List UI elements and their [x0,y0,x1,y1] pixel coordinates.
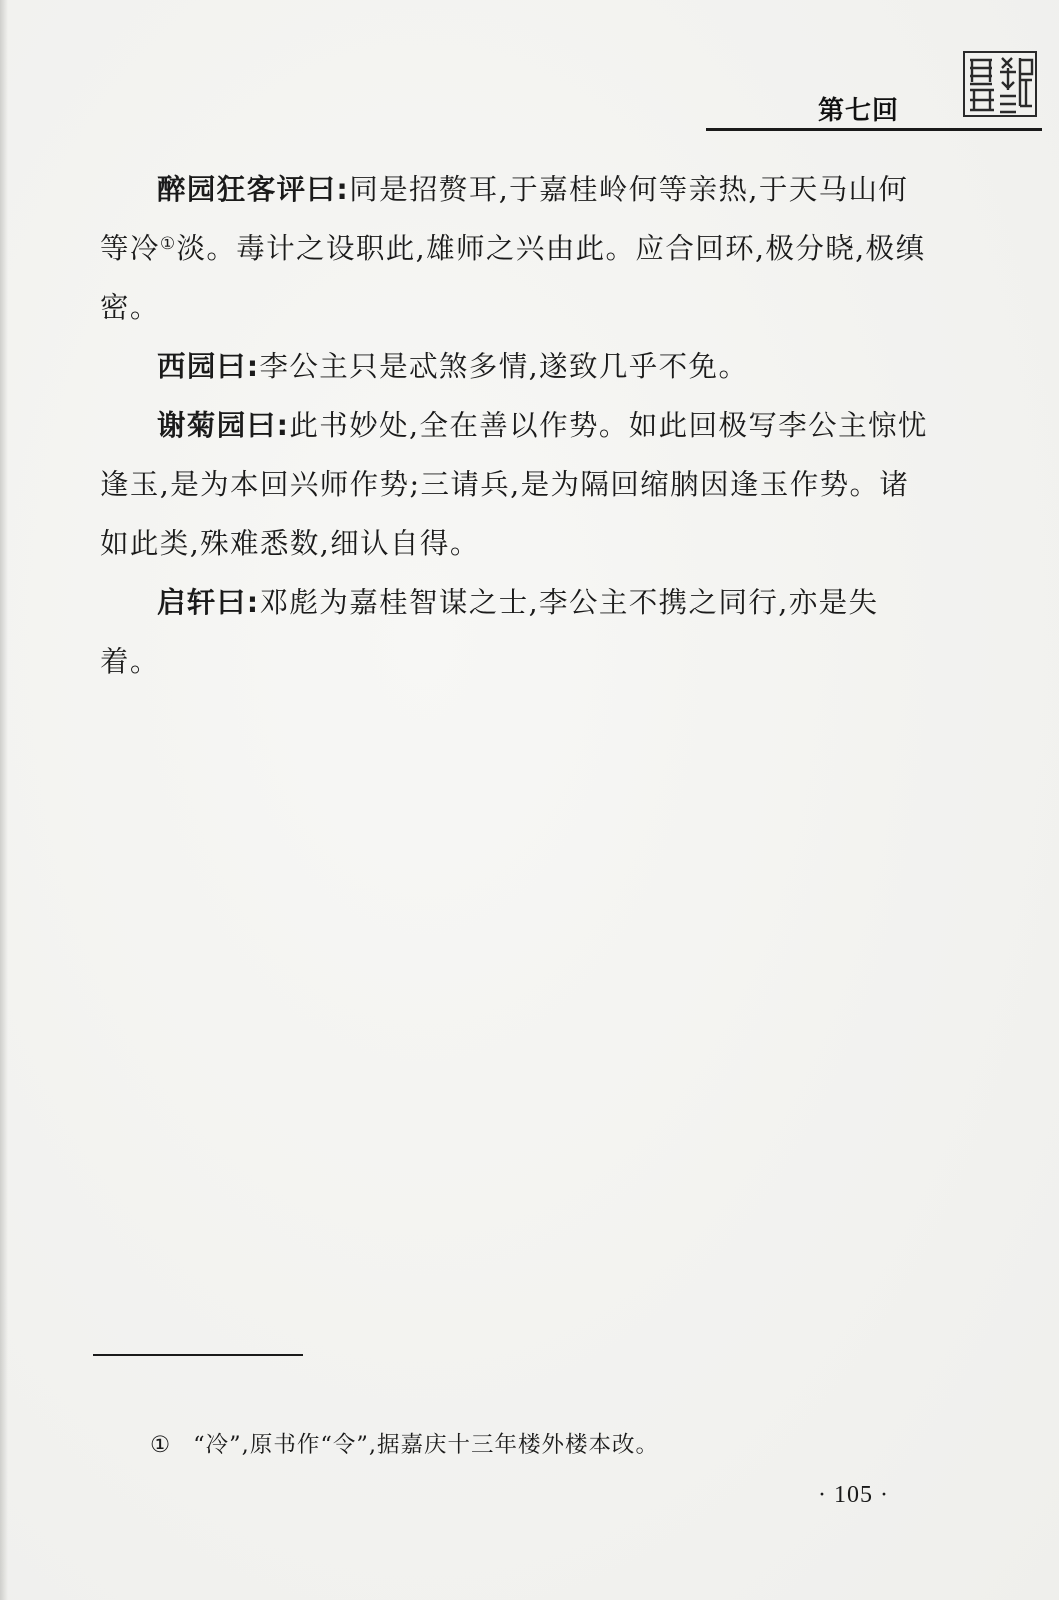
footnote-rule [93,1354,303,1356]
commentary-body [100,160,936,691]
commentary-text: 此书妙处,全在善以作势。如此回极写李公主惊忧逢玉,是为本回兴师作势;三请兵,是为隔回缩朒因逢玉作势。诸如此类,殊难悉数,细认自得。 [100,409,928,560]
commentary-text: 邓彪为嘉桂智谋之士,李公主不携之同行,亦是失着。 [100,586,879,678]
footnote [150,1427,659,1459]
commentary-paragraph [100,337,936,396]
commentary-text: 同是招赘耳,于嘉桂岭何等亲热,于天马山何等冷 [100,173,909,265]
page-number: · 105 · [818,1482,889,1508]
page-edge-shadow [0,0,8,1600]
footnote-reference: ① [159,234,177,254]
commentator-label: 启轩曰: [157,586,260,619]
commentator-label: 西园曰: [157,350,260,383]
commentary-text: 李公主只是忒煞多情,遂致几乎不免。 [259,350,749,383]
header-rule [706,128,1042,131]
commentary-paragraph [100,396,936,573]
chapter-header: 第七回 [818,96,900,126]
footnote-text: “冷”,原书作“令”,据嘉庆十三年楼外楼本改。 [193,1432,659,1458]
commentary-paragraph [100,160,936,337]
commentary-paragraph [100,573,936,691]
commentator-label: 醉园狂客评曰: [157,173,350,206]
footnote-number: ① [150,1432,172,1458]
seal-stamp-icon [962,50,1038,118]
commentator-label: 谢菊园曰: [157,409,290,442]
commentary-text: 淡。毒计之设职此,雄师之兴由此。应合回环,极分晓,极缜密。 [100,232,926,324]
